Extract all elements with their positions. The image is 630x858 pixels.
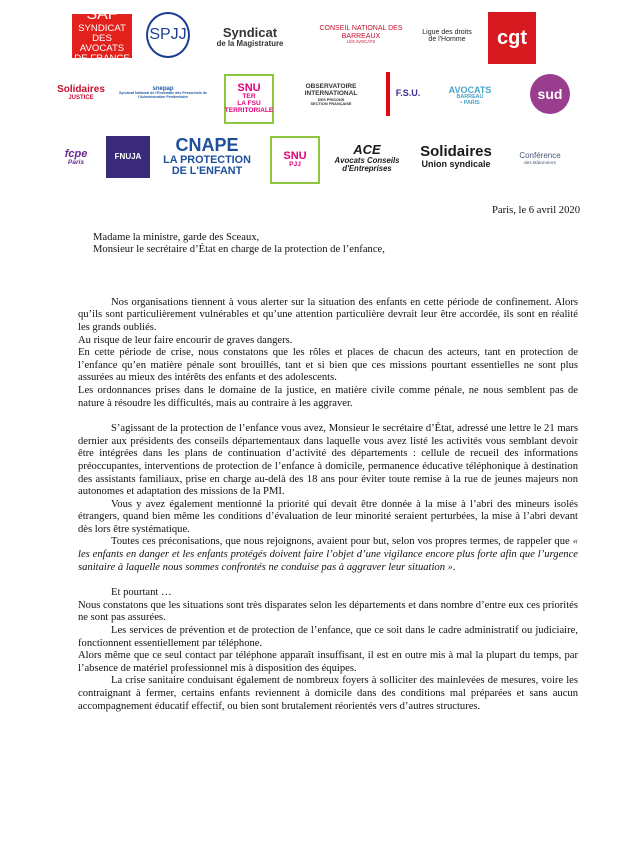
cnb-logo	[316, 16, 406, 54]
paragraph: Nous constatons que les situations sont très disparates selon les départements et dans nombre d’entre eux ces priorités ne sont pas assurées.	[78, 599, 578, 624]
logo-text: Syndicat	[222, 25, 278, 41]
logo-text: SYNDICAT DES AVOCATS DE FRANCE	[74, 23, 130, 65]
logo-text: LES AVOCATS	[346, 39, 376, 45]
logo-text: Avocats Conseils d'Entreprises	[334, 155, 400, 173]
logo-text: BARREAU	[456, 94, 484, 101]
paragraph: Au risque de leur faire encourir de graves dangers.	[78, 334, 293, 346]
snuter-logo	[224, 74, 274, 124]
letter-date: Paris, le 6 avril 2020	[492, 205, 580, 216]
cgt-logo	[488, 12, 536, 64]
logo-text: des Bâtonniers	[523, 160, 556, 166]
cnape-logo	[162, 135, 252, 178]
logo-text: CNAPE	[175, 135, 239, 156]
paragraph: Nos organisations tiennent à vous alerter sur la situation des enfants en cette période de confinement. Alors qu’ils sont particulièrement vulnérables et qu’une attention particulière devrait leur être accordée, ils sont en réalité les grands oubliés.	[78, 296, 578, 333]
solidaires-logo	[416, 142, 496, 172]
syndicat-magistrature-logo	[200, 18, 300, 56]
logo-text: JUSTICE	[68, 95, 94, 102]
letter	[78, 205, 578, 713]
logo-text: SPJJ	[149, 25, 187, 43]
logo-text: LA PROTECTION DE L'ENFANT	[163, 154, 251, 178]
logo-text: SAF	[86, 6, 118, 24]
fcpe-logo	[56, 140, 96, 176]
paragraph: Les services de prévention et de protection de l’enfance, que ce soit dans le cadre administratif ou judiciaire, fonctionnent essentiellement par téléphone.	[78, 625, 578, 649]
logo-text: • PARIS	[460, 99, 480, 106]
paragraph: Les ordonnances prises dans le domaine de la justice, en matière civile comme pénale, ne nous semblent pas de nature à résoudre les difficultés, mais au contraire à les aggraver.	[78, 384, 578, 409]
fsu-logo	[386, 72, 426, 116]
paragraph	[78, 536, 578, 574]
logo-text: Solidaires	[57, 83, 105, 95]
logo-text: LA FSU TERRITORIALE	[224, 100, 274, 115]
sud-logo	[530, 74, 570, 114]
logo-text: F.S.U.	[395, 88, 421, 99]
paragraph-text: Toutes ces préconisations, que nous rejoignons, avaient pour but, selon vos propres termes, de rappeler que	[111, 536, 573, 548]
logo-text: OBSERVATOIRE INTERNATIONAL	[304, 83, 358, 97]
logo-text: TER	[242, 93, 256, 101]
salutation	[93, 232, 578, 257]
oip-logo	[286, 78, 376, 112]
logo-text: Ligue des droits de l'Homme	[422, 28, 472, 43]
spjj-logo	[146, 12, 190, 58]
logo-text: SNU	[283, 149, 307, 162]
logo-text: SECTION FRANÇAISE	[310, 100, 352, 106]
paragraph: Et pourtant …	[111, 587, 172, 599]
solidaires-justice-logo	[56, 78, 106, 108]
paragraph: Vous y avez également mentionné la priorité qui devait être donnée à la mise à l’abri des mineurs isolés étrangers, quand bien même les conditions d’évaluation de leur minorité seraient perturbées, la mise à l’abri devant dès lors être systématique.	[78, 498, 578, 535]
logo-text: sud	[537, 85, 563, 102]
paragraph: Alors même que ce seul contact par téléphone apparaît insuffisant, il est en outre mis à mal la plupart du temps, par l’absence de matériel professionnel mis à disposition des équipes.	[78, 650, 578, 674]
ace-logo	[332, 142, 402, 174]
paragraph: La crise sanitaire conduisant également de nombreux foyers à solliciter des mainlevées de mesures, voire les contraignant à fermer, certains enfants reviennent à domicile dans des conditions mal préparées et sans aucun accompagnement éducatif effectif, ou bien sont brutalement réorientés vers d’autres structures.	[78, 675, 578, 712]
logo-text: PJJ	[289, 161, 301, 169]
logo-text: Syndicat National de l'Ensemble des Personnels de l'Administration Pénitentiaire	[119, 91, 207, 100]
logo-text: SNU	[237, 81, 261, 94]
logo-banner	[0, 0, 630, 200]
ldh-logo	[422, 14, 472, 58]
fnuja-logo	[106, 136, 150, 178]
logo-text: FNUJA	[114, 151, 142, 161]
salutation-line: Monsieur le secrétaire d’État en charge de la protection de l’enfance,	[93, 244, 385, 256]
snupjj-logo	[270, 136, 320, 184]
logo-text: Paris	[67, 159, 85, 167]
letter-body	[78, 297, 578, 713]
logo-text: de la Magistrature	[216, 38, 284, 48]
logo-text: CONSEIL NATIONAL DES BARREAUX	[319, 25, 403, 40]
logo-text: Conférence	[519, 151, 561, 161]
salutation-line: Madame la ministre, garde des Sceaux,	[93, 231, 260, 243]
snepap-logo	[118, 76, 208, 110]
logo-text: DES PRISONS	[317, 96, 345, 102]
logo-text: cgt	[497, 26, 527, 49]
logo-text: AVOCATS	[448, 84, 492, 95]
logo-text: snepap	[152, 86, 174, 93]
logo-text: Solidaires	[420, 143, 492, 161]
conference-batonniers-logo	[508, 144, 572, 174]
paragraph: S’agissant de la protection de l’enfance vous avez, Monsieur le secrétaire d’État, adressé une lettre le 21 mars dernier aux présidents des conseils départementaux dans laquelle vous avez listé les activités vous semblant devoir être intégrées dans les plans de continuation d’activité des départements : cellule de recueil des informations préoccupantes, interventions de protection de l’enfance à domicile, permanence éducative téléphonique à destination des assistants familiaux, prise en charge au-delà des 18 ans pour éviter toute remise à la rue de jeunes majeurs non autonomes et adaptation des missions de la PMI.	[78, 423, 578, 498]
barreau-paris-logo	[430, 78, 510, 114]
paragraph: En cette période de crise, nous constatons que les rôles et places de chacun des acteurs, tant en protection de l’enfance qu’en matière pénale sont brouillés, tant et si bien que ces missions pourtant essentielles ne sont plus assurées au mieux des intérêts des enfants et des adolescents.	[78, 347, 578, 384]
logo-text: ACE	[353, 142, 381, 157]
logo-text: fcpe	[64, 147, 88, 160]
logo-text: Union syndicale	[421, 159, 491, 170]
saf-logo	[72, 6, 132, 65]
quotation: « les enfants en danger et les enfants protégés doivent faire l’objet d’une vigilance encore plus forte afin que l’urgence sanitaire à laquelle nous sommes confrontés ne conduise pas à aggraver leur situation ».	[78, 536, 578, 573]
